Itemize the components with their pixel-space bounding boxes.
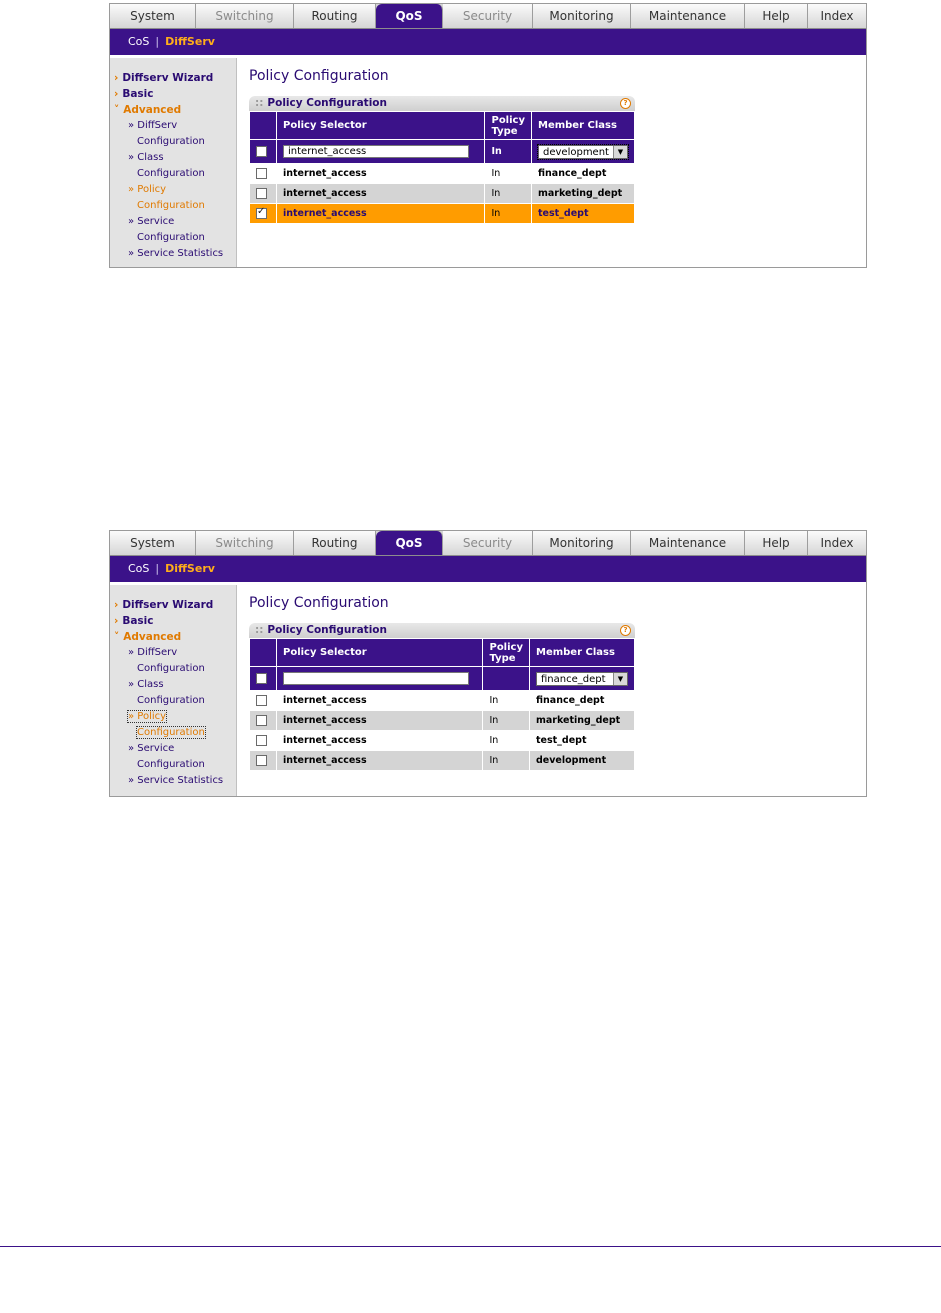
panel-header: :: Policy Configuration ? bbox=[249, 623, 635, 638]
nav-diffserv-wizard[interactable]: › Diffserv Wizard bbox=[114, 72, 214, 84]
nav-advanced[interactable]: ˅ Advanced bbox=[114, 631, 182, 643]
policy-table bbox=[249, 638, 635, 771]
row-checkbox[interactable] bbox=[256, 695, 267, 706]
row-member-class: test_dept bbox=[532, 204, 635, 224]
row-policy-type: In bbox=[483, 691, 530, 711]
header-policy-selector: Policy Selector bbox=[277, 639, 483, 667]
screenshot-2 bbox=[109, 530, 867, 797]
nav-service-statistics[interactable]: » Service Statistics bbox=[128, 775, 224, 786]
subnav-separator: | bbox=[155, 562, 160, 575]
table-row bbox=[250, 184, 635, 204]
row-policy-selector: internet_access bbox=[277, 164, 485, 184]
nav-policy-configuration[interactable]: » Policy Configuration bbox=[128, 711, 205, 738]
nav-advanced[interactable]: ˅ Advanced bbox=[114, 104, 182, 116]
tab-monitoring[interactable]: Monitoring bbox=[533, 531, 631, 555]
header-member-class: Member Class bbox=[532, 112, 635, 140]
subnav-diffserv[interactable]: DiffServ bbox=[165, 562, 215, 575]
header-policy-selector: Policy Selector bbox=[277, 112, 485, 140]
row-member-class: finance_dept bbox=[530, 691, 635, 711]
screenshot-1 bbox=[109, 3, 867, 268]
grip-icon: :: bbox=[255, 97, 264, 109]
nav-diffserv-configuration[interactable]: » DiffServ Configuration bbox=[128, 647, 205, 674]
policy-panel bbox=[249, 96, 635, 224]
row-member-class: marketing_dept bbox=[530, 711, 635, 731]
nav-basic[interactable]: › Basic bbox=[114, 88, 154, 100]
table-header-row bbox=[250, 112, 635, 140]
nav-service-configuration[interactable]: » Service Configuration bbox=[128, 743, 205, 770]
chevron-down-icon: ˅ bbox=[114, 631, 120, 643]
grip-icon: :: bbox=[255, 624, 264, 636]
nav-diffserv-wizard[interactable]: › Diffserv Wizard bbox=[114, 599, 214, 611]
tab-routing[interactable]: Routing bbox=[294, 4, 376, 28]
help-icon[interactable]: ? bbox=[620, 98, 631, 109]
edit-policy-type: In bbox=[485, 140, 532, 164]
row-checkbox[interactable] bbox=[256, 715, 267, 726]
edit-row-checkbox[interactable] bbox=[256, 673, 267, 684]
header-policy-type: Policy Type bbox=[483, 639, 530, 667]
edit-row bbox=[250, 140, 635, 164]
subnav-diffserv[interactable]: DiffServ bbox=[165, 35, 215, 48]
row-policy-type: In bbox=[483, 751, 530, 771]
top-tab-bar bbox=[110, 531, 866, 556]
tab-security[interactable]: Security bbox=[443, 4, 533, 28]
row-policy-type: In bbox=[485, 184, 532, 204]
row-policy-type: In bbox=[485, 204, 532, 224]
row-checkbox[interactable] bbox=[256, 188, 267, 199]
policy-table bbox=[249, 111, 635, 224]
row-checkbox[interactable] bbox=[256, 168, 267, 179]
subnav-cos[interactable]: CoS bbox=[128, 562, 150, 575]
table-row bbox=[250, 164, 635, 184]
chevron-right-icon: › bbox=[114, 615, 119, 627]
row-policy-selector: internet_access bbox=[277, 204, 485, 224]
row-policy-selector: internet_access bbox=[277, 711, 483, 731]
left-nav bbox=[110, 58, 237, 267]
row-checkbox-checked[interactable] bbox=[256, 208, 267, 219]
row-policy-type: In bbox=[483, 711, 530, 731]
subnav-separator: | bbox=[155, 35, 160, 48]
table-row bbox=[250, 711, 635, 731]
tab-maintenance[interactable]: Maintenance bbox=[631, 531, 745, 555]
tab-help[interactable]: Help bbox=[745, 4, 808, 28]
tab-security[interactable]: Security bbox=[443, 531, 533, 555]
tab-index[interactable]: Index bbox=[808, 4, 866, 28]
row-policy-type: In bbox=[485, 164, 532, 184]
chevron-down-icon: ˅ bbox=[114, 104, 120, 116]
table-row-selected bbox=[250, 204, 635, 224]
page-title: Policy Configuration bbox=[249, 68, 389, 84]
main-content bbox=[249, 595, 866, 771]
dropdown-arrow-icon: ▼ bbox=[613, 146, 627, 158]
chevron-right-icon: › bbox=[114, 72, 119, 84]
edit-row-checkbox[interactable] bbox=[256, 146, 267, 157]
row-policy-selector: internet_access bbox=[277, 731, 483, 751]
nav-policy-configuration[interactable]: » Policy Configuration bbox=[128, 184, 205, 211]
header-policy-type: Policy Type bbox=[485, 112, 532, 140]
tab-qos[interactable]: QoS bbox=[376, 531, 443, 555]
tab-qos[interactable]: QoS bbox=[376, 4, 443, 28]
subnav-cos[interactable]: CoS bbox=[128, 35, 150, 48]
tab-system[interactable]: System bbox=[110, 531, 196, 555]
tab-maintenance[interactable]: Maintenance bbox=[631, 4, 745, 28]
row-policy-selector: internet_access bbox=[277, 691, 483, 711]
row-checkbox[interactable] bbox=[256, 755, 267, 766]
tab-switching[interactable]: Switching bbox=[196, 4, 294, 28]
left-nav bbox=[110, 585, 237, 796]
nav-service-statistics[interactable]: » Service Statistics bbox=[128, 248, 224, 259]
row-policy-selector: internet_access bbox=[277, 184, 485, 204]
table-row bbox=[250, 731, 635, 751]
member-class-select[interactable]: finance_dept ▼ bbox=[536, 672, 628, 686]
footer-rule bbox=[0, 1246, 941, 1247]
sub-nav bbox=[110, 556, 866, 582]
tab-routing[interactable]: Routing bbox=[294, 531, 376, 555]
nav-class-configuration[interactable]: » Class Configuration bbox=[128, 152, 205, 179]
row-member-class: finance_dept bbox=[532, 164, 635, 184]
policy-selector-input[interactable] bbox=[283, 672, 469, 685]
sub-nav bbox=[110, 29, 866, 55]
top-tab-bar bbox=[110, 4, 866, 29]
main-content bbox=[249, 68, 866, 224]
row-checkbox[interactable] bbox=[256, 735, 267, 746]
row-member-class: marketing_dept bbox=[532, 184, 635, 204]
row-policy-type: In bbox=[483, 731, 530, 751]
table-row bbox=[250, 751, 635, 771]
policy-selector-input[interactable] bbox=[283, 145, 469, 158]
tab-switching[interactable]: Switching bbox=[196, 531, 294, 555]
edit-row bbox=[250, 667, 635, 691]
edit-policy-type bbox=[483, 667, 530, 691]
member-class-select[interactable]: development ▼ bbox=[538, 145, 628, 159]
chevron-right-icon: › bbox=[114, 599, 119, 611]
nav-diffserv-configuration[interactable]: » DiffServ Configuration bbox=[128, 120, 205, 147]
header-select bbox=[250, 639, 277, 667]
dropdown-arrow-icon: ▼ bbox=[613, 673, 627, 685]
tab-system[interactable]: System bbox=[110, 4, 196, 28]
header-member-class: Member Class bbox=[530, 639, 635, 667]
row-member-class: development bbox=[530, 751, 635, 771]
tab-monitoring[interactable]: Monitoring bbox=[533, 4, 631, 28]
panel-header: :: Policy Configuration ? bbox=[249, 96, 635, 111]
row-policy-selector: internet_access bbox=[277, 751, 483, 771]
row-member-class: test_dept bbox=[530, 731, 635, 751]
chevron-right-icon: › bbox=[114, 88, 119, 100]
nav-service-configuration[interactable]: » Service Configuration bbox=[128, 216, 205, 243]
nav-class-configuration[interactable]: » Class Configuration bbox=[128, 679, 205, 706]
policy-panel bbox=[249, 623, 635, 771]
table-row bbox=[250, 691, 635, 711]
page-title: Policy Configuration bbox=[249, 595, 389, 611]
help-icon[interactable]: ? bbox=[620, 625, 631, 636]
header-select bbox=[250, 112, 277, 140]
tab-index[interactable]: Index bbox=[808, 531, 866, 555]
table-header-row bbox=[250, 639, 635, 667]
tab-help[interactable]: Help bbox=[745, 531, 808, 555]
nav-basic[interactable]: › Basic bbox=[114, 615, 154, 627]
